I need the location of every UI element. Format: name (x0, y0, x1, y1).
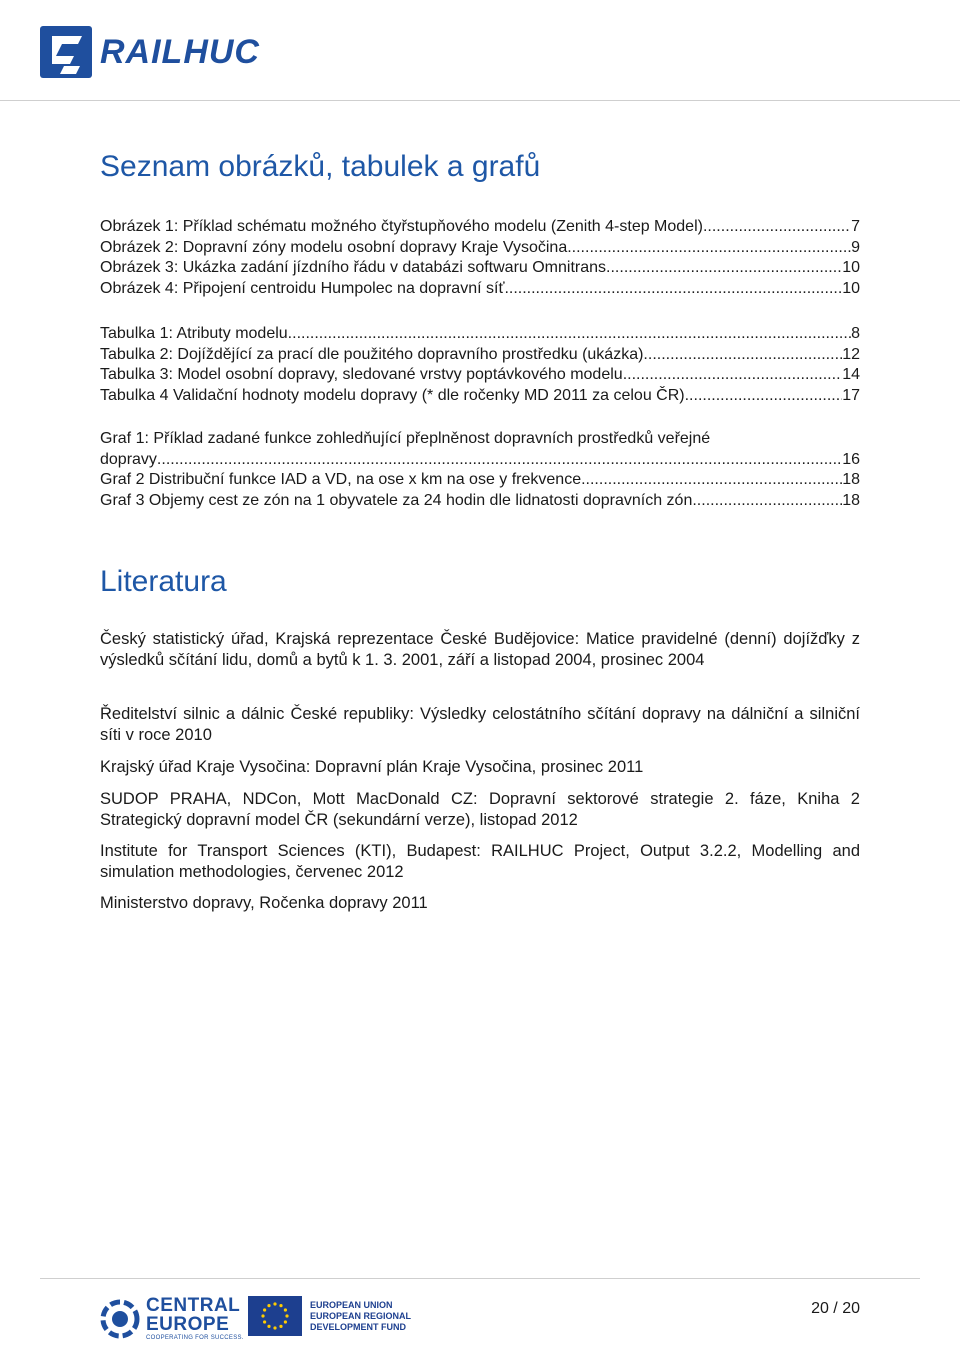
literature-entry (100, 893, 860, 914)
toc-entry[interactable] (100, 470, 860, 491)
toc-entry[interactable] (100, 365, 860, 386)
toc-entry-text: Tabulka 3: Model osobní dopravy, sledované vrstvy poptávkového modelu (100, 366, 623, 383)
toc-entry[interactable] (100, 217, 860, 238)
toc-entry[interactable] (100, 386, 860, 407)
literature-entry (100, 789, 860, 831)
toc-entry-page: 18 (842, 471, 860, 488)
toc-entry-text: Tabulka 1: Atributy modelu (100, 325, 288, 342)
toc-entry[interactable] (100, 450, 860, 471)
toc-entry-first-line[interactable]: Graf 1: Příklad zadané funkce zohledňující přeplněnost dopravních prostředků veřejné (100, 430, 711, 447)
literature-entry-text: Institute for Transport Sciences (KTI), Budapest: RAILHUC Project, Output 3.2.2, Modelling and simulation methodologies, červenec 2012 (100, 842, 860, 881)
toc-entry-page: 9 (851, 238, 860, 256)
railhuc-logo (40, 26, 260, 78)
toc-leader (504, 279, 842, 300)
ce-logo-line2: EUROPE (146, 1314, 230, 1335)
literature-heading: Literatura (100, 565, 227, 598)
toc-entry-page: 17 (842, 386, 860, 404)
toc-leader (606, 258, 842, 279)
toc-entry-text: Obrázek 3: Ukázka zadání jízdního řádu v databázi softwaru Omnitrans (100, 259, 607, 276)
ce-logo-line1: CENTRAL (146, 1295, 241, 1316)
toc-entry-page: 8 (851, 325, 860, 342)
railhuc-logo-text: RAILHUC (100, 32, 260, 71)
toc-tables-list (100, 324, 860, 406)
footer-divider (40, 1278, 920, 1279)
toc-entry-page: 16 (842, 450, 860, 468)
toc-figures-list (100, 217, 860, 299)
toc-leader (288, 324, 851, 345)
literature-entry (100, 757, 860, 778)
toc-entry-text: dopravy (100, 450, 157, 468)
page-number: 20 / 20 (811, 1300, 860, 1317)
toc-entry-text: Obrázek 2: Dopravní zóny modelu osobní dopravy Kraje Vysočina (100, 238, 568, 256)
toc-entry[interactable] (100, 345, 860, 366)
literature-entry-text: Český statistický úřad, Krajská reprezentace České Budějovice: Matice pravidelné (denní) dojížďky z výsledků sčítání lidu, domů a bytů k 1. 3. 2001, září a listopad 2004, prosinec 2004 (100, 630, 860, 669)
toc-entry-text: Tabulka 2: Dojíždějící za prací dle použitého dopravního prostředku (ukázka) (100, 345, 644, 363)
toc-entry[interactable] (100, 491, 860, 512)
eu-flag-icon (248, 1296, 302, 1336)
page-header (0, 0, 960, 101)
central-europe-logo (100, 1296, 244, 1341)
toc-leader (692, 491, 842, 512)
literature-entry-text: Krajský úřad Kraje Vysočina: Dopravní plán Kraje Vysočina, prosinec 2011 (100, 758, 644, 776)
toc-entry-page: 10 (842, 259, 860, 276)
toc-entry-text: Obrázek 4: Připojení centroidu Humpolec na dopravní síť (100, 279, 505, 297)
toc-entry[interactable] (100, 238, 860, 259)
eu-logo-line2: EUROPEAN REGIONAL (310, 1310, 412, 1321)
toc-entry[interactable] (100, 258, 860, 279)
literature-entry (100, 841, 860, 883)
literature-entry-text: SUDOP PRAHA, NDCon, Mott MacDonald CZ: Dopravní sektorové strategie 2. fáze, Kniha 2 Strategický dopravní model ČR (sekundární verze), listopad 2012 (100, 790, 860, 829)
eu-logo-line1: EUROPEAN UNION (310, 1299, 393, 1310)
toc-leader (157, 450, 842, 471)
ce-logo-tagline: COOPERATING FOR SUCCESS. (146, 1335, 244, 1341)
toc-entry-text: Tabulka 4 Validační hodnoty modelu dopravy (* dle ročenky MD 2011 za celou ČR) (100, 386, 685, 404)
literature-entry (100, 629, 860, 671)
toc-entry-text: Graf 2 Distribuční funkce IAD a VD, na ose x km na ose y frekvence (100, 471, 582, 488)
literature-entry-text: Ředitelství silnic a dálnic České republiky: Výsledky celostátního sčítání dopravy na dálniční a silniční síti v roce 2010 (100, 705, 860, 744)
toc-leader (623, 365, 843, 386)
toc-entry[interactable] (100, 279, 860, 300)
literature-entry-text: Ministerstvo dopravy, Ročenka dopravy 2011 (100, 894, 428, 912)
central-europe-emblem-icon (100, 1299, 140, 1339)
toc-leader (567, 238, 851, 259)
railhuc-logo-icon (40, 26, 92, 78)
toc-leader (685, 386, 843, 407)
eu-logo-line3: DEVELOPMENT FUND (310, 1321, 407, 1332)
toc-entry-text: Graf 3 Objemy cest ze zón na 1 obyvatele za 24 hodin dle lidnatosti dopravních zón (100, 491, 693, 509)
toc-graphs-list (100, 429, 860, 511)
toc-entry-page: 14 (842, 366, 860, 383)
toc-leader (643, 345, 842, 366)
toc-entry-page: 10 (842, 279, 860, 297)
toc-heading: Seznam obrázků, tabulek a grafů (100, 150, 541, 183)
toc-leader (703, 217, 851, 238)
toc-entry-page: 12 (842, 345, 860, 363)
literature-entry (100, 704, 860, 746)
toc-leader (581, 470, 842, 491)
toc-entry-text: Obrázek 1: Příklad schématu možného čtyřstupňového modelu (Zenith 4-step Model) (100, 218, 703, 235)
eu-logo (248, 1296, 411, 1336)
toc-entry[interactable] (100, 324, 860, 345)
toc-entry-page: 7 (851, 218, 860, 235)
toc-entry-page: 18 (842, 491, 860, 509)
